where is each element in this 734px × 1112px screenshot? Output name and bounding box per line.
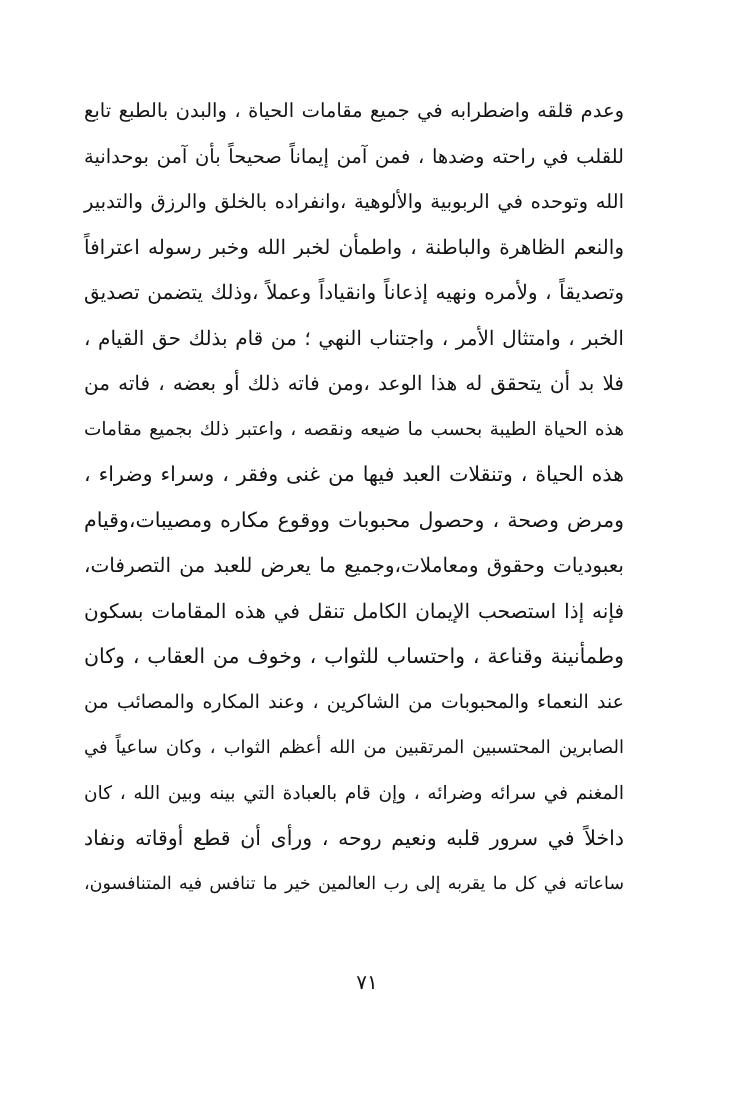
text-line: وتصديقاً ، ولأمره ونهيه إذعاناً وانقياداً وعملاً ،وذلك يتضمن تصديق	[84, 280, 624, 304]
text-line: هذه الحياة الطيبة بحسب ما ضيعه ونقصه ، واعتبر ذلك بجميع مقامات	[84, 418, 624, 440]
text-line: وطمأنينة وقناعة ، واحتساب للثواب ، وخوف من العقاب ، وكان	[84, 644, 624, 668]
text-line: وعدم قلقه واضطرابه في جميع مقامات الحياة ، والبدن بالطبع تابع	[84, 99, 624, 122]
text-line: فإنه إذا استصحب الإيمان الكامل تنقل في هذه المقامات بسكون	[84, 598, 624, 623]
page-number: ٧١	[356, 970, 378, 994]
text-line: عند النعماء والمحبوبات من الشاكرين ، وعند المكاره والمصائب من	[84, 690, 624, 713]
text-line: هذه الحياة ، وتنقلات العبد فيها من غنى وفقر ، وسراء وضراء ،	[84, 462, 624, 486]
text-line: والنعم الظاهرة والباطنة ، واطمأن لخبر الله وخبر رسوله اعترافاً	[84, 234, 624, 259]
text-line: الله وتوحده في الربوبية والألوهية ،وانفراده بالخلق والرزق والتدبير	[84, 190, 624, 213]
text-line: المغنم في سرائه وضرائه ، وإن قام بالعبادة التي بينه وبين الله ، كان	[84, 782, 624, 804]
text-line: الصابرين المحتسبين المرتقبين من الله أعظم الثواب ، وكان ساعياً في	[84, 737, 624, 758]
text-line: بعبوديات وحقوق ومعاملات،وجميع ما يعرض للعبد من التصرفات،	[84, 553, 624, 577]
text-line: فلا بد أن يتحقق له هذا الوعد ،ومن فاته ذلك أو بعضه ، فاته من	[84, 371, 624, 395]
body-text	[84, 88, 624, 907]
text-line: ومرض وصحة ، وحصول محبوبات ووقوع مكاره ومصيبات،وقيام	[84, 507, 624, 532]
text-line: الخبر ، وامتثال الأمر ، واجتناب النهي ؛ من قام بذلك حق القيام ،	[84, 325, 624, 350]
text-line: ساعاته في كل ما يقربه إلى رب العالمين خير ما تنافس فيه المتنافسون،	[84, 873, 624, 894]
text-line: للقلب في راحته وضدها ، فمن آمن إيماناً صحيحاً بأن آمن بوحدانية	[84, 144, 624, 168]
text-line: داخلاً في سرور قلبه ونعيم روحه ، ورأى أن قطع أوقاته ونفاد	[84, 826, 624, 850]
